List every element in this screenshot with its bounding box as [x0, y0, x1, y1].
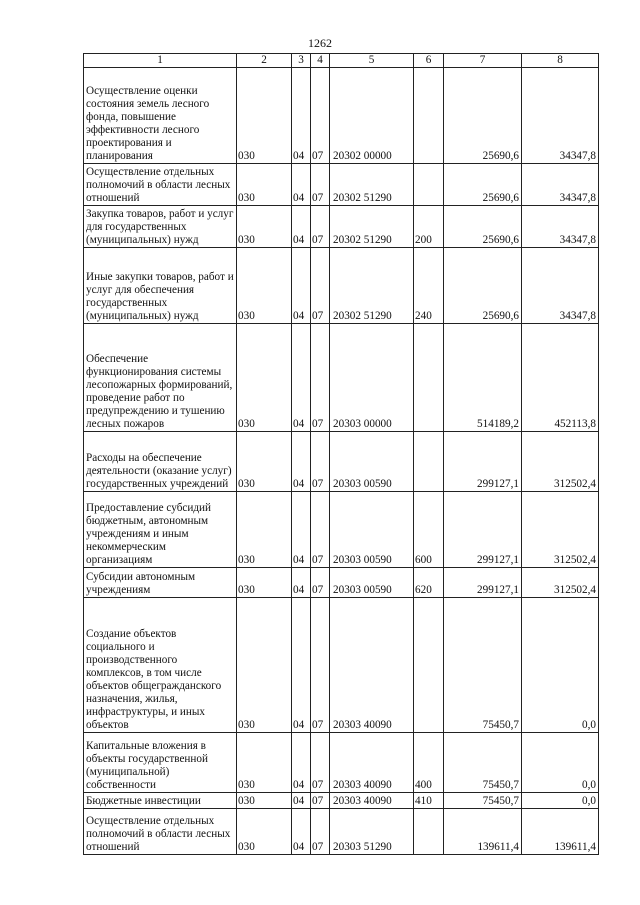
row-code-cell: 04: [292, 568, 311, 598]
column-header: 1: [84, 54, 237, 68]
row-amount-cell: 75450,7: [444, 793, 522, 809]
row-code-cell: 04: [292, 492, 311, 568]
row-code-cell: [414, 598, 444, 733]
row-code-cell: 04: [292, 164, 311, 206]
row-name-cell: Иные закупки товаров, работ и услуг для обеспечения государственных (муниципальных) нужд: [84, 248, 237, 324]
row-name-cell: Осуществление отдельных полномочий в области лесных отношений: [84, 809, 237, 855]
row-code-cell: 20303 00000: [330, 324, 414, 432]
row-amount-cell: 34347,8: [522, 68, 599, 164]
column-header: 6: [414, 54, 444, 68]
row-name-cell: Капитальные вложения в объекты государственной (муниципальной) собственности: [84, 733, 237, 793]
row-name-cell: Бюджетные инвестиции: [84, 793, 237, 809]
row-code-cell: 20302 51290: [330, 206, 414, 248]
row-amount-cell: 452113,8: [522, 324, 599, 432]
row-code-cell: [414, 809, 444, 855]
row-amount-cell: 34347,8: [522, 206, 599, 248]
row-code-cell: 07: [311, 568, 330, 598]
row-amount-cell: 75450,7: [444, 598, 522, 733]
table-row: [84, 492, 599, 568]
row-code-cell: 07: [311, 733, 330, 793]
budget-table: [83, 53, 599, 855]
table-row: [84, 324, 599, 432]
row-amount-cell: 34347,8: [522, 248, 599, 324]
row-amount-cell: 312502,4: [522, 432, 599, 492]
row-code-cell: 400: [414, 733, 444, 793]
row-code-cell: 030: [237, 248, 292, 324]
row-code-cell: 07: [311, 793, 330, 809]
row-code-cell: 07: [311, 68, 330, 164]
column-header: 3: [292, 54, 311, 68]
row-name-cell: Осуществление оценки состояния земель лесного фонда, повышение эффективности лесного проектирования и планирования: [84, 68, 237, 164]
row-amount-cell: 0,0: [522, 793, 599, 809]
row-code-cell: 030: [237, 492, 292, 568]
row-code-cell: [414, 68, 444, 164]
row-code-cell: 030: [237, 68, 292, 164]
row-code-cell: 07: [311, 598, 330, 733]
row-code-cell: 20303 51290: [330, 809, 414, 855]
table-row: [84, 793, 599, 809]
row-name-cell: Обеспечение функционирования системы лесопожарных формирований, проведение работ по предупреждению и тушению лесных пожаров: [84, 324, 237, 432]
table-row: [84, 248, 599, 324]
row-code-cell: 07: [311, 432, 330, 492]
table-row: [84, 809, 599, 855]
row-code-cell: 07: [311, 206, 330, 248]
row-amount-cell: 25690,6: [444, 164, 522, 206]
row-code-cell: 04: [292, 432, 311, 492]
row-code-cell: 600: [414, 492, 444, 568]
row-code-cell: 030: [237, 164, 292, 206]
row-amount-cell: 139611,4: [522, 809, 599, 855]
row-amount-cell: 25690,6: [444, 68, 522, 164]
row-name-cell: Осуществление отдельных полномочий в области лесных отношений: [84, 164, 237, 206]
row-code-cell: 20303 40090: [330, 733, 414, 793]
table-row: [84, 598, 599, 733]
table-row: [84, 568, 599, 598]
row-code-cell: 030: [237, 568, 292, 598]
row-code-cell: 20303 00590: [330, 568, 414, 598]
row-amount-cell: 75450,7: [444, 733, 522, 793]
row-code-cell: 030: [237, 809, 292, 855]
column-header: 7: [444, 54, 522, 68]
row-code-cell: 410: [414, 793, 444, 809]
row-amount-cell: 312502,4: [522, 492, 599, 568]
row-code-cell: 20303 00590: [330, 432, 414, 492]
row-code-cell: 240: [414, 248, 444, 324]
table-row: [84, 432, 599, 492]
table-row: [84, 68, 599, 164]
row-code-cell: 07: [311, 492, 330, 568]
row-code-cell: 20303 00590: [330, 492, 414, 568]
row-amount-cell: 299127,1: [444, 492, 522, 568]
row-amount-cell: 0,0: [522, 598, 599, 733]
column-header: 2: [237, 54, 292, 68]
row-code-cell: 04: [292, 793, 311, 809]
row-code-cell: 07: [311, 164, 330, 206]
row-code-cell: 030: [237, 206, 292, 248]
row-code-cell: [414, 432, 444, 492]
row-code-cell: 07: [311, 248, 330, 324]
row-amount-cell: 0,0: [522, 733, 599, 793]
row-name-cell: Закупка товаров, работ и услуг для государственных (муниципальных) нужд: [84, 206, 237, 248]
row-amount-cell: 299127,1: [444, 432, 522, 492]
row-code-cell: 04: [292, 248, 311, 324]
row-amount-cell: 514189,2: [444, 324, 522, 432]
row-code-cell: 04: [292, 733, 311, 793]
row-code-cell: [414, 324, 444, 432]
column-header: 8: [522, 54, 599, 68]
row-code-cell: 030: [237, 324, 292, 432]
row-code-cell: 04: [292, 324, 311, 432]
row-code-cell: 200: [414, 206, 444, 248]
row-name-cell: Создание объектов социального и производственного комплексов, в том числе объектов общегражданского назначения, жилья, инфраструктуры, и иных объектов: [84, 598, 237, 733]
row-code-cell: 030: [237, 598, 292, 733]
row-code-cell: 030: [237, 733, 292, 793]
row-code-cell: 20303 40090: [330, 793, 414, 809]
row-code-cell: 20303 40090: [330, 598, 414, 733]
row-name-cell: Предоставление субсидий бюджетным, автономным учреждениям и иным некоммерческим организациям: [84, 492, 237, 568]
row-amount-cell: 299127,1: [444, 568, 522, 598]
row-amount-cell: 25690,6: [444, 206, 522, 248]
row-code-cell: [414, 164, 444, 206]
row-code-cell: 620: [414, 568, 444, 598]
row-code-cell: 030: [237, 432, 292, 492]
header-row: [84, 54, 599, 68]
row-amount-cell: 34347,8: [522, 164, 599, 206]
table-row: [84, 733, 599, 793]
row-amount-cell: 25690,6: [444, 248, 522, 324]
row-name-cell: Расходы на обеспечение деятельности (оказание услуг) государственных учреждений: [84, 432, 237, 492]
row-name-cell: Субсидии автономным учреждениям: [84, 568, 237, 598]
page-number: 1262: [308, 36, 332, 50]
table-row: [84, 164, 599, 206]
row-amount-cell: 139611,4: [444, 809, 522, 855]
column-header: 5: [330, 54, 414, 68]
row-code-cell: 04: [292, 809, 311, 855]
row-code-cell: 07: [311, 324, 330, 432]
row-code-cell: 04: [292, 598, 311, 733]
row-code-cell: 04: [292, 206, 311, 248]
row-amount-cell: 312502,4: [522, 568, 599, 598]
column-header: 4: [311, 54, 330, 68]
row-code-cell: 20302 51290: [330, 248, 414, 324]
row-code-cell: 07: [311, 809, 330, 855]
row-code-cell: 20302 51290: [330, 164, 414, 206]
row-code-cell: 030: [237, 793, 292, 809]
row-code-cell: 04: [292, 68, 311, 164]
row-code-cell: 20302 00000: [330, 68, 414, 164]
table-row: [84, 206, 599, 248]
